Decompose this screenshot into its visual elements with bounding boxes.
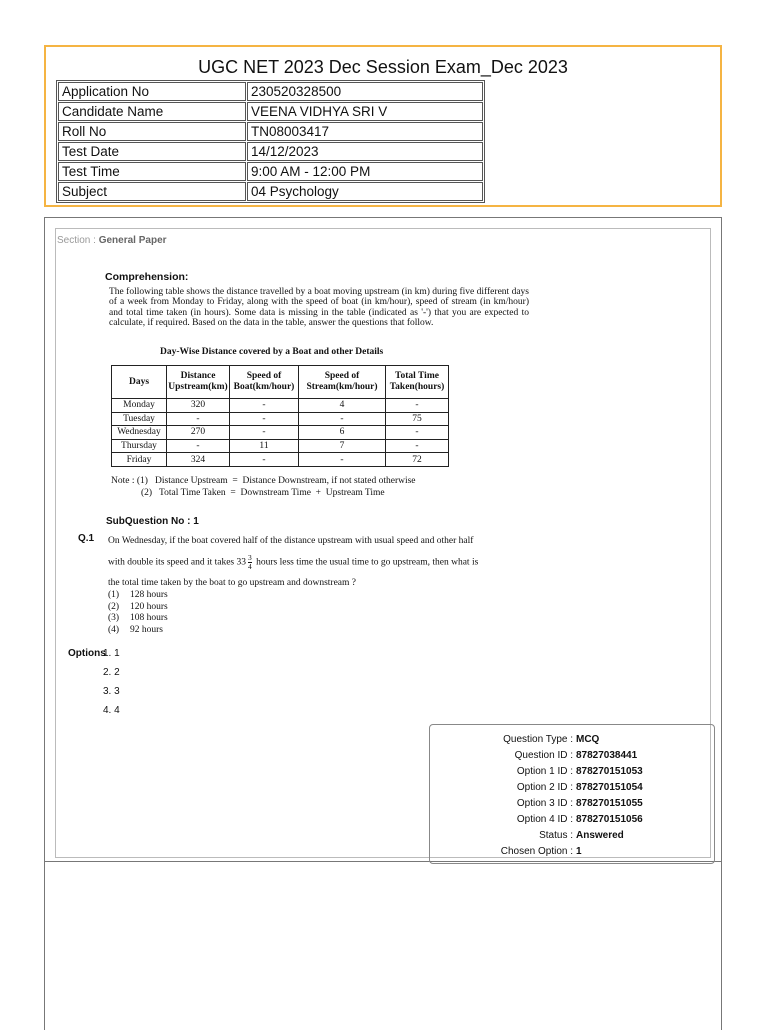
meta-value: 878270151054 <box>576 782 643 793</box>
table-cell: 75 <box>386 412 449 426</box>
meta-row <box>430 780 714 796</box>
question-text-line <box>108 554 538 571</box>
table-cell: - <box>386 426 449 440</box>
choice-number: (2) <box>108 601 120 612</box>
col-header: Distance Upstream(km) <box>167 366 230 399</box>
table-title: Day-Wise Distance covered by a Boat and other Details <box>160 347 384 357</box>
info-value: VEENA VIDHYA SRI V <box>247 102 483 121</box>
choice-item <box>108 613 168 625</box>
table-cell: Friday <box>112 453 167 467</box>
choice-text: 120 hours <box>130 601 168 612</box>
choice-text: 92 hours <box>130 625 163 636</box>
section-prefix: Section : <box>57 235 96 246</box>
fraction <box>248 554 252 571</box>
choice-item <box>108 602 168 614</box>
note-line: (2) Total Time Taken = Downstream Time + Upstream Time <box>141 488 385 498</box>
table-cell: - <box>167 412 230 426</box>
info-key: Test Time <box>58 162 246 181</box>
answer-choices <box>108 590 168 637</box>
table-header-row <box>112 366 449 399</box>
choice-number: (4) <box>108 625 120 636</box>
info-value: 04 Psychology <box>247 182 483 201</box>
question-text-part: hours less time the usual time to go upstream, then what is <box>253 557 479 568</box>
info-value: TN08003417 <box>247 122 483 141</box>
choice-item <box>108 625 168 637</box>
boat-data-table <box>111 365 449 467</box>
info-row <box>58 102 483 121</box>
meta-key: Status : <box>539 830 573 841</box>
question-text-part: with double its speed and it takes 33 <box>108 557 246 568</box>
question-number: Q.1 <box>78 533 95 544</box>
section-name: General Paper <box>98 235 167 246</box>
table-cell: - <box>386 399 449 413</box>
meta-key: Option 4 ID : <box>516 814 573 825</box>
next-question-panel <box>44 860 722 1030</box>
option-item: 2. 2 <box>103 667 120 678</box>
meta-value: MCQ <box>576 734 600 745</box>
table-cell: 7 <box>299 439 386 453</box>
exam-header <box>44 45 722 207</box>
exam-title: UGC NET 2023 Dec Session Exam_Dec 2023 <box>198 57 568 77</box>
question-text-line: On Wednesday, if the boat covered half of the distance upstream with usual speed and other half <box>108 536 474 546</box>
meta-value: 878270151053 <box>576 766 643 777</box>
meta-row <box>430 764 714 780</box>
comprehension-heading: Comprehension: <box>105 271 189 283</box>
question-text-line: the total time taken by the boat to go upstream and downstream ? <box>108 578 356 588</box>
table-cell: 4 <box>299 399 386 413</box>
meta-key: Option 2 ID : <box>516 782 573 793</box>
info-row <box>58 122 483 141</box>
table-cell: Wednesday <box>112 426 167 440</box>
table-cell: 270 <box>167 426 230 440</box>
choice-text: 108 hours <box>130 613 168 624</box>
col-header: Total Time Taken(hours) <box>386 366 449 399</box>
col-header: Speed of Boat(km/hour) <box>230 366 299 399</box>
table-row <box>112 453 449 467</box>
table-cell: - <box>167 439 230 453</box>
choice-item <box>108 590 168 602</box>
meta-key: Option 1 ID : <box>516 766 573 777</box>
table-cell: 320 <box>167 399 230 413</box>
table-cell: - <box>230 412 299 426</box>
subquestion-label: SubQuestion No : 1 <box>106 516 199 527</box>
choice-number: (3) <box>108 613 120 624</box>
table-cell: - <box>230 426 299 440</box>
question-inner-frame <box>55 228 711 858</box>
table-row <box>112 439 449 453</box>
meta-row <box>430 732 714 748</box>
meta-row <box>430 828 714 844</box>
info-row <box>58 142 483 161</box>
col-header: Speed of Stream(km/hour) <box>299 366 386 399</box>
table-cell: 6 <box>299 426 386 440</box>
meta-value: 1 <box>576 846 582 857</box>
info-key: Subject <box>58 182 246 201</box>
info-row <box>58 162 483 181</box>
info-row <box>58 182 483 201</box>
comprehension-text: The following table shows the distance travelled by a boat moving upstream (in km) during five different days of a week from Monday to Friday, along with the speed of boat (in km/hour), speed of stream (in km/hour) and total time taken (in hours). Some data is missing in the table (indicated as '-') that you are expected to calculate, if required. Based on the data in the table, answer the questions that follow. <box>109 287 529 328</box>
info-value: 9:00 AM - 12:00 PM <box>247 162 483 181</box>
info-key: Application No <box>58 82 246 101</box>
fraction-denominator: 4 <box>248 562 252 571</box>
fraction-numerator: 3 <box>248 553 252 562</box>
table-cell: - <box>299 412 386 426</box>
choice-number: (1) <box>108 590 120 600</box>
table-cell: - <box>299 453 386 467</box>
meta-value: Answered <box>576 830 624 841</box>
info-key: Roll No <box>58 122 246 141</box>
option-item: 3. 3 <box>103 686 120 697</box>
info-row <box>58 82 483 101</box>
meta-row <box>430 812 714 828</box>
meta-key: Question Type : <box>503 734 573 745</box>
options-label: Options <box>68 648 106 659</box>
meta-value: 878270151056 <box>576 814 643 825</box>
table-cell: Monday <box>112 399 167 413</box>
meta-value: 87827038441 <box>576 750 638 761</box>
info-key: Test Date <box>58 142 246 161</box>
choice-text: 128 hours <box>130 590 168 600</box>
table-row <box>112 412 449 426</box>
table-cell: - <box>230 399 299 413</box>
table-row <box>112 399 449 413</box>
question-meta-box <box>429 724 715 864</box>
info-key: Candidate Name <box>58 102 246 121</box>
meta-row <box>430 844 714 860</box>
table-row <box>112 426 449 440</box>
table-cell: - <box>386 439 449 453</box>
note-line: Note : (1) Distance Upstream = Distance Downstream, if not stated otherwise <box>111 476 416 486</box>
candidate-info-table <box>56 80 485 203</box>
info-value: 14/12/2023 <box>247 142 483 161</box>
meta-key: Chosen Option : <box>500 846 573 857</box>
option-item: 1. 1 <box>103 648 120 659</box>
table-cell: 11 <box>230 439 299 453</box>
table-cell: Tuesday <box>112 412 167 426</box>
meta-value: 878270151055 <box>576 798 643 809</box>
table-cell: - <box>230 453 299 467</box>
meta-key: Question ID : <box>514 750 573 761</box>
table-cell: 72 <box>386 453 449 467</box>
meta-row <box>430 748 714 764</box>
info-value: 230520328500 <box>247 82 483 101</box>
col-header: Days <box>112 366 167 399</box>
question-panel <box>44 217 722 862</box>
meta-row <box>430 796 714 812</box>
table-cell: Thursday <box>112 439 167 453</box>
table-notes <box>111 475 416 499</box>
meta-key: Option 3 ID : <box>516 798 573 809</box>
table-cell: 324 <box>167 453 230 467</box>
option-item: 4. 4 <box>103 705 120 716</box>
